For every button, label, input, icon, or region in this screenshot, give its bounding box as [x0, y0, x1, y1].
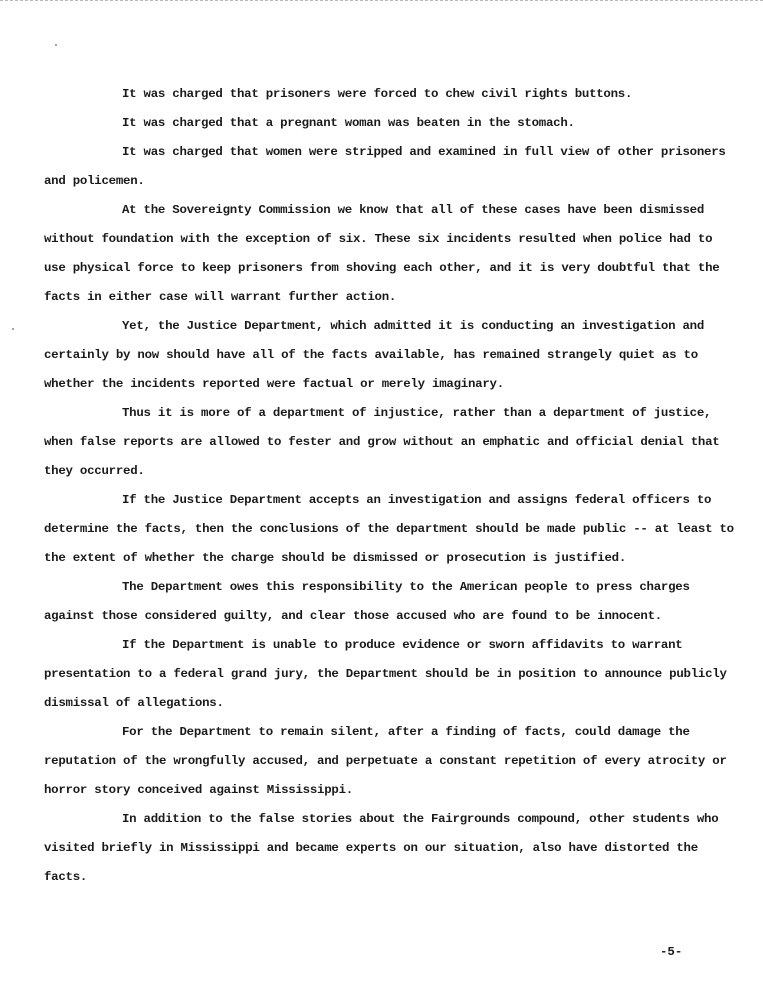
paragraph-8: The Department owes this responsibility to the American people to press charges against those considered guilty, and clear those accused who are found to be innocent. [44, 580, 690, 623]
paragraph-10: For the Department to remain silent, after a finding of facts, could damage the reputation of the wrongfully accused, and perpetuate a constant repetition of every atrocity or horror story conceived against Mississippi. [44, 725, 727, 797]
paragraph-3: It was charged that women were stripped and examined in full view of other prisoners and policemen. [44, 145, 726, 188]
paragraph-4: At the Sovereignty Commission we know that all of these cases have been dismissed without foundation with the exception of six. These six incidents resulted when police had to use physical force to keep prisoners from shoving each other, and it is very doubtful that the facts in either case will warrant further action. [44, 203, 720, 304]
typewritten-page [44, 80, 734, 892]
paragraph-7: If the Justice Department accepts an investigation and assigns federal officers to determine the facts, then the conclusions of the department should be made public -- at least to the extent of whether the charge should be dismissed or prosecution is justified. [44, 493, 734, 565]
top-border-rule [0, 0, 763, 1]
paper-speck [55, 44, 57, 46]
paragraph-5: Yet, the Justice Department, which admitted it is conducting an investigation and certainly by now should have all of the facts available, has remained strangely quiet as to whether the incidents reported were factual or merely imaginary. [44, 319, 705, 391]
paragraph-1: It was charged that prisoners were forced to chew civil rights buttons. [122, 87, 633, 101]
paragraph-6: Thus it is more of a department of injustice, rather than a department of justice, when false reports are allowed to fester and grow without an emphatic and official denial that they occurred. [44, 406, 720, 478]
paper-speck [12, 328, 14, 330]
paragraph-11: In addition to the false stories about the Fairgrounds compound, other students who visited briefly in Mississippi and became experts on our situation, also have distorted the facts. [44, 812, 719, 884]
paragraph-9: If the Department is unable to produce evidence or sworn affidavits to warrant presentation to a federal grand jury, the Department should be in position to announce publicly dismissal of allegations. [44, 638, 727, 710]
paragraph-2: It was charged that a pregnant woman was beaten in the stomach. [122, 116, 575, 130]
page-number: -5- [660, 945, 683, 959]
